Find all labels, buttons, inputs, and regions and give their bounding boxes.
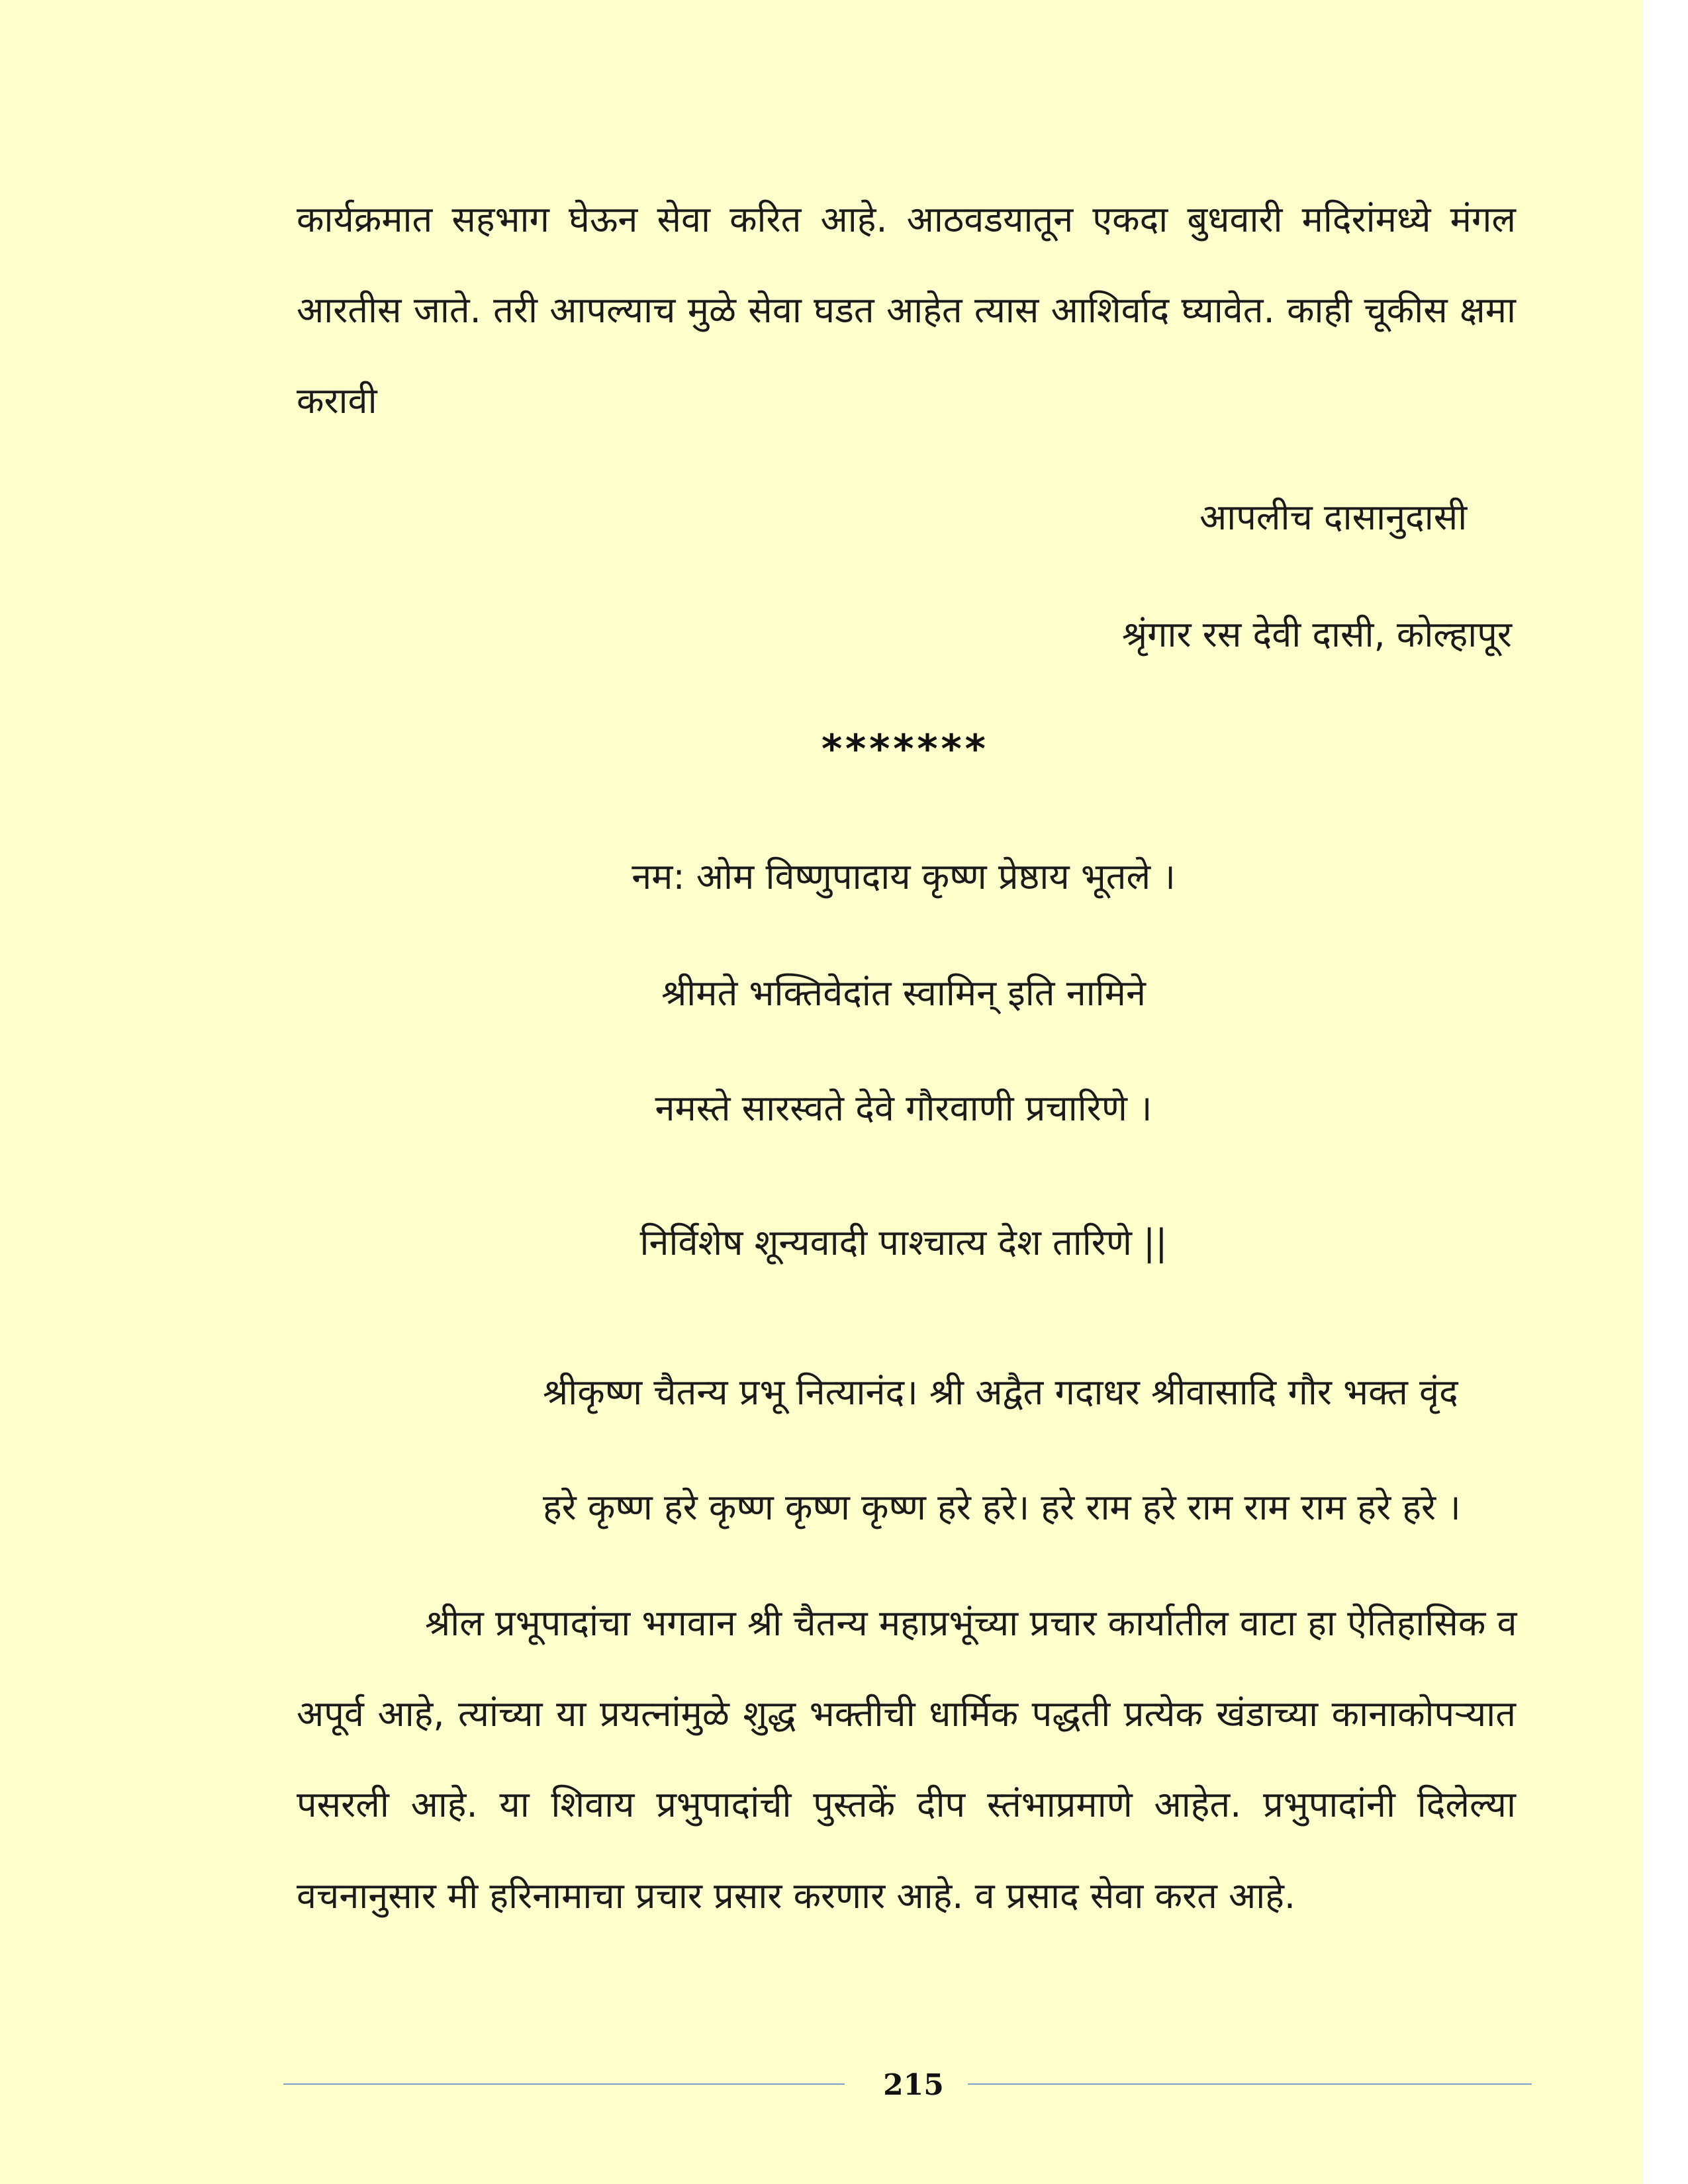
- signature-closing: आपलीच दासानुदासी: [1199, 496, 1468, 538]
- paragraph-1-line: आरतीस जाते. तरी आपल्याच मुळे सेवा घडत आहेत त्यास आशिर्वाद घ्यावेत. काही चूकीस क्षमा: [297, 289, 1516, 331]
- signature-name: श्रृंगार रस देवी दासी, कोल्हापूर: [1121, 614, 1512, 655]
- prayer-line: निर्विशेष शून्यवादी पाश्चात्य देश तारिणे ||: [639, 1222, 1168, 1263]
- footer-rule-right: [968, 2083, 1532, 2085]
- paragraph-1-line: कार्यक्रमात सहभाग घेऊन सेवा करित आहे. आठवडयातून एकदा बुधवारी मदिरांमध्ये मंगल: [297, 199, 1516, 240]
- prayer-line: नमस्ते सारस्वते देवे गौरवाणी प्रचारिणे ।: [655, 1087, 1152, 1129]
- paragraph-2-line: श्रील प्रभूपादांचा भगवान श्री चैतन्य महाप्रभूंच्या प्रचार कार्यातील वाटा हा ऐतिहासिक व: [425, 1602, 1517, 1644]
- paragraph-1-line: करावी: [297, 380, 377, 422]
- paragraph-2-line: पसरली आहे. या शिवाय प्रभुपादांची पुस्तकें दीप स्तंभाप्रमाणे आहेत. प्रभुपादांनी दिलेल्या: [297, 1784, 1516, 1825]
- prayer-line: नम: ओम विष्णुपादाय कृष्ण प्रेष्ठाय भूतले ।: [632, 856, 1176, 897]
- mantra-line: श्रीकृष्ण चैतन्य प्रभू नित्यानंद। श्री अद्वैत गदाधर श्रीवासादि गौर भक्त वृंद: [543, 1371, 1458, 1413]
- page-number: 215: [883, 2068, 944, 2102]
- footer-rule-left: [283, 2083, 845, 2085]
- prayer-line: श्रीमते भक्तिवेदांत स्वामिन् इति नामिने: [661, 972, 1146, 1014]
- paragraph-2-line: वचनानुसार मी हरिनामाचा प्रचार प्रसार करणार आहे. व प्रसाद सेवा करत आहे.: [297, 1875, 1296, 1917]
- paragraph-2-line: अपूर्व आहे, त्यांच्या या प्रयत्नांमुळे शुद्ध भक्तीची धार्मिक पद्धती प्रत्येक खंडाच्या कानाकोपऱ्यात: [297, 1693, 1516, 1735]
- mantra-line: हरे कृष्ण हरे कृष्ण कृष्ण कृष्ण हरे हरे। हरे राम हरे राम राम राम हरे हरे ।: [543, 1486, 1461, 1528]
- section-separator: *******: [820, 726, 988, 772]
